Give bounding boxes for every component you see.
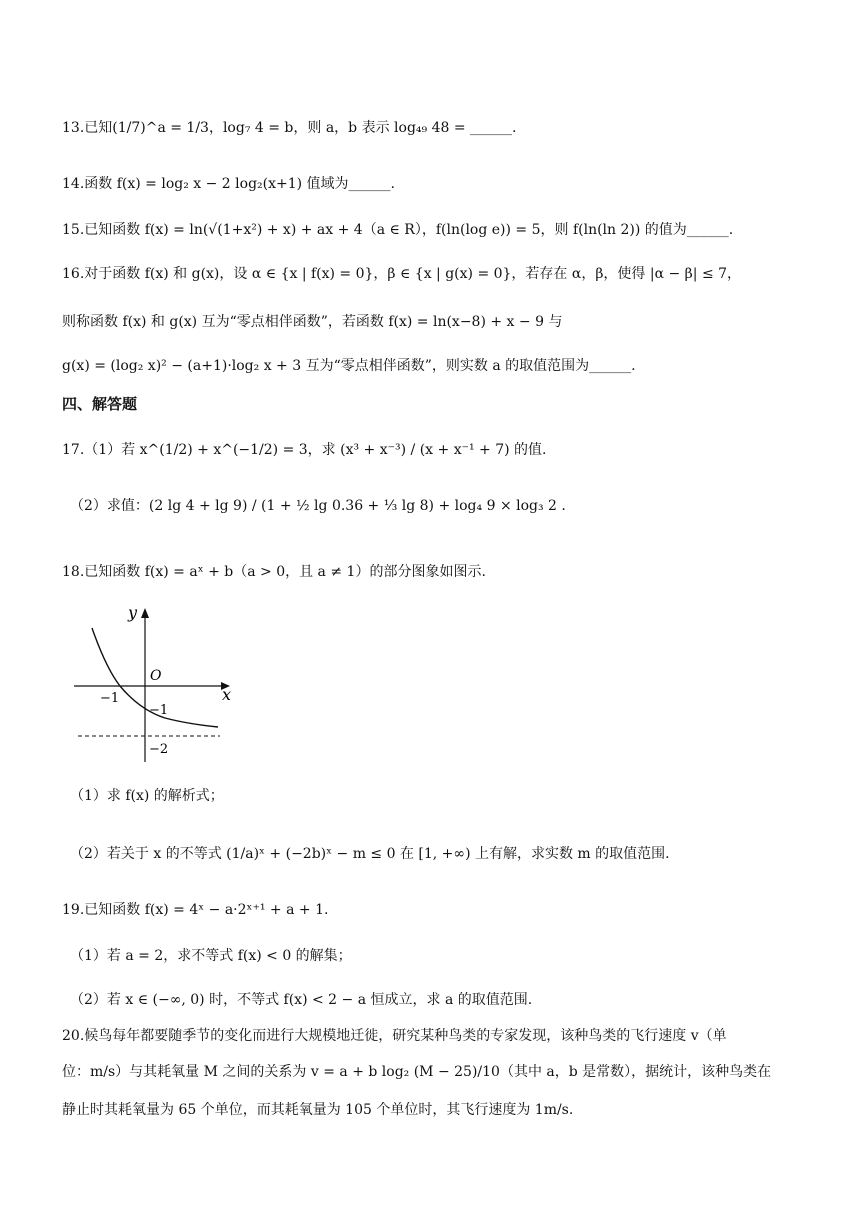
problem-19-part-1: （1）若 a = 2，求不等式 f(x) < 0 的解集； <box>70 948 352 964</box>
problem-19: 19.已知函数 f(x) = 4ˣ − a·2ˣ⁺¹ + a + 1. <box>62 902 329 918</box>
problem-16-line-3: g(x) = (log₂ x)² − (a+1)·log₂ x + 3 互为“零点相伴函数”，则实数 a 的取值范围为______. <box>62 358 636 374</box>
problem-15: 15.已知函数 f(x) = ln(√(1+x²) + x) + ax + 4（a ∈ R），f(ln(log e)) = 5，则 f(ln(ln 2)) 的值为______. <box>62 222 734 238</box>
problem-19-part-2: （2）若 x ∈ (−∞, 0) 时，不等式 f(x) < 2 − a 恒成立，求 a 的取值范围. <box>70 992 533 1008</box>
problem-14: 14.函数 f(x) = log₂ x − 2 log₂(x+1) 值域为______. <box>62 176 395 192</box>
problem-20-line-3: 静止时其耗氧量为 65 个单位，而其耗氧量为 105 个单位时，其飞行速度为 1m/s. <box>62 1102 574 1118</box>
problem-20-line-2: 位：m/s）与其耗氧量 M 之间的关系为 v = a + b log₂ (M − 25)/10（其中 a，b 是常数），据统计，该种鸟类在 <box>62 1064 772 1080</box>
x-axis-label: x <box>222 685 232 704</box>
x-tick-label: −1 <box>100 691 120 706</box>
y-axis-label: y <box>128 603 138 622</box>
y-axis-arrow-icon <box>141 608 149 618</box>
problem-18-part-2: （2）若关于 x 的不等式 (1/a)ˣ + (−2b)ˣ − m ≤ 0 在 [1, +∞) 上有解，求实数 m 的取值范围. <box>70 846 670 862</box>
function-graph <box>70 598 240 768</box>
asymptote-label: −2 <box>149 742 169 757</box>
problem-20-line-1: 20.候鸟每年都要随季节的变化而进行大规模地迁徙，研究某种鸟类的专家发现，该种鸟类的飞行速度 v（单 <box>62 1028 727 1044</box>
problem-17-part-2: （2）求值：(2 lg 4 + lg 9) / (1 + ½ lg 0.36 + ⅓ lg 8) + log₄ 9 × log₃ 2 . <box>70 498 566 514</box>
problem-16-line-1: 16.对于函数 f(x) 和 g(x)，设 α ∈ {x | f(x) = 0}，β ∈ {x | g(x) = 0}，若存在 α，β，使得 |α − β| ≤ 7， <box>62 266 742 282</box>
problem-18: 18.已知函数 f(x) = aˣ + b（a > 0，且 a ≠ 1）的部分图象如图示. <box>62 564 486 580</box>
problem-13: 13.已知(1/7)^a = 1/3，log₇ 4 = b，则 a，b 表示 log₄₉ 48 = ______. <box>62 120 517 136</box>
problem-16-line-2: 则称函数 f(x) 和 g(x) 互为“零点相伴函数”，若函数 f(x) = ln(x−8) + x − 9 与 <box>62 314 563 330</box>
problem-17-part-1: 17.（1）若 x^(1/2) + x^(−1/2) = 3，求 (x³ + x⁻³) / (x + x⁻¹ + 7) 的值. <box>62 442 547 458</box>
y-tick-label: −1 <box>149 703 169 718</box>
origin-label: O <box>150 668 162 684</box>
problem-18-part-1: （1）求 f(x) 的解析式； <box>70 788 224 804</box>
section-heading: 四、解答题 <box>62 395 138 413</box>
